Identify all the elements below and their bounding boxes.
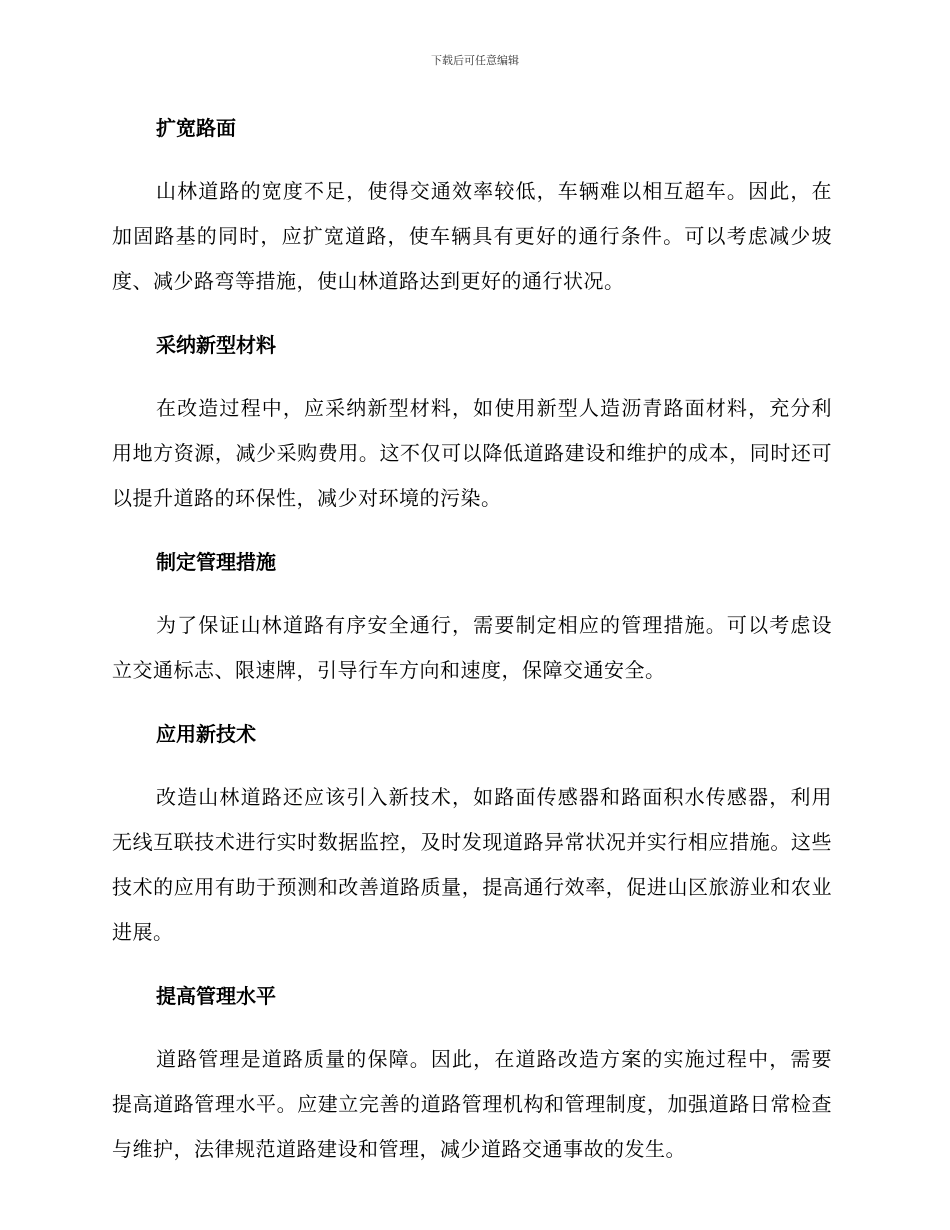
section-heading-management-measures: 制定管理措施 — [156, 550, 276, 574]
section-heading-new-materials: 采纳新型材料 — [156, 333, 276, 357]
section-body-widen-road: 山林道路的宽度不足，使得交通效率较低，车辆难以相互超车。因此，在加固路基的同时，应扩宽道路，使车辆具有更好的通行条件。可以考虑减少坡度、减少路弯等措施，使山林道路达到更好的通行状况。 — [112, 179, 832, 293]
section-heading-widen-road: 扩宽路面 — [156, 116, 236, 140]
section-body-new-materials: 在改造过程中，应采纳新型材料，如使用新型人造沥青路面材料，充分利用地方资源，减少采购费用。这不仅可以降低道路建设和维护的成本，同时还可以提升道路的环保性，减少对环境的污染。 — [112, 396, 832, 510]
section-body-management-level: 道路管理是道路质量的保障。因此，在道路改造方案的实施过程中，需要提高道路管理水平。应建立完善的道路管理机构和管理制度，加强道路日常检查与维护，法律规范道路建设和管理，减少道路交通事故的发生。 — [112, 1047, 832, 1161]
page-header: 下载后可任意编辑 — [431, 54, 519, 67]
section-body-new-technology: 改造山林道路还应该引入新技术，如路面传感器和路面积水传感器，利用无线互联技术进行实时数据监控，及时发现道路异常状况并实行相应措施。这些技术的应用有助于预测和改善道路质量，提高通行效率，促进山区旅游业和农业进展。 — [112, 785, 832, 944]
section-heading-management-level: 提高管理水平 — [156, 984, 276, 1008]
document-content — [112, 112, 832, 1172]
section-body-management-measures: 为了保证山林道路有序安全通行，需要制定相应的管理措施。可以考虑设立交通标志、限速牌，引导行车方向和速度，保障交通安全。 — [112, 613, 832, 682]
section-heading-new-technology: 应用新技术 — [156, 722, 256, 746]
